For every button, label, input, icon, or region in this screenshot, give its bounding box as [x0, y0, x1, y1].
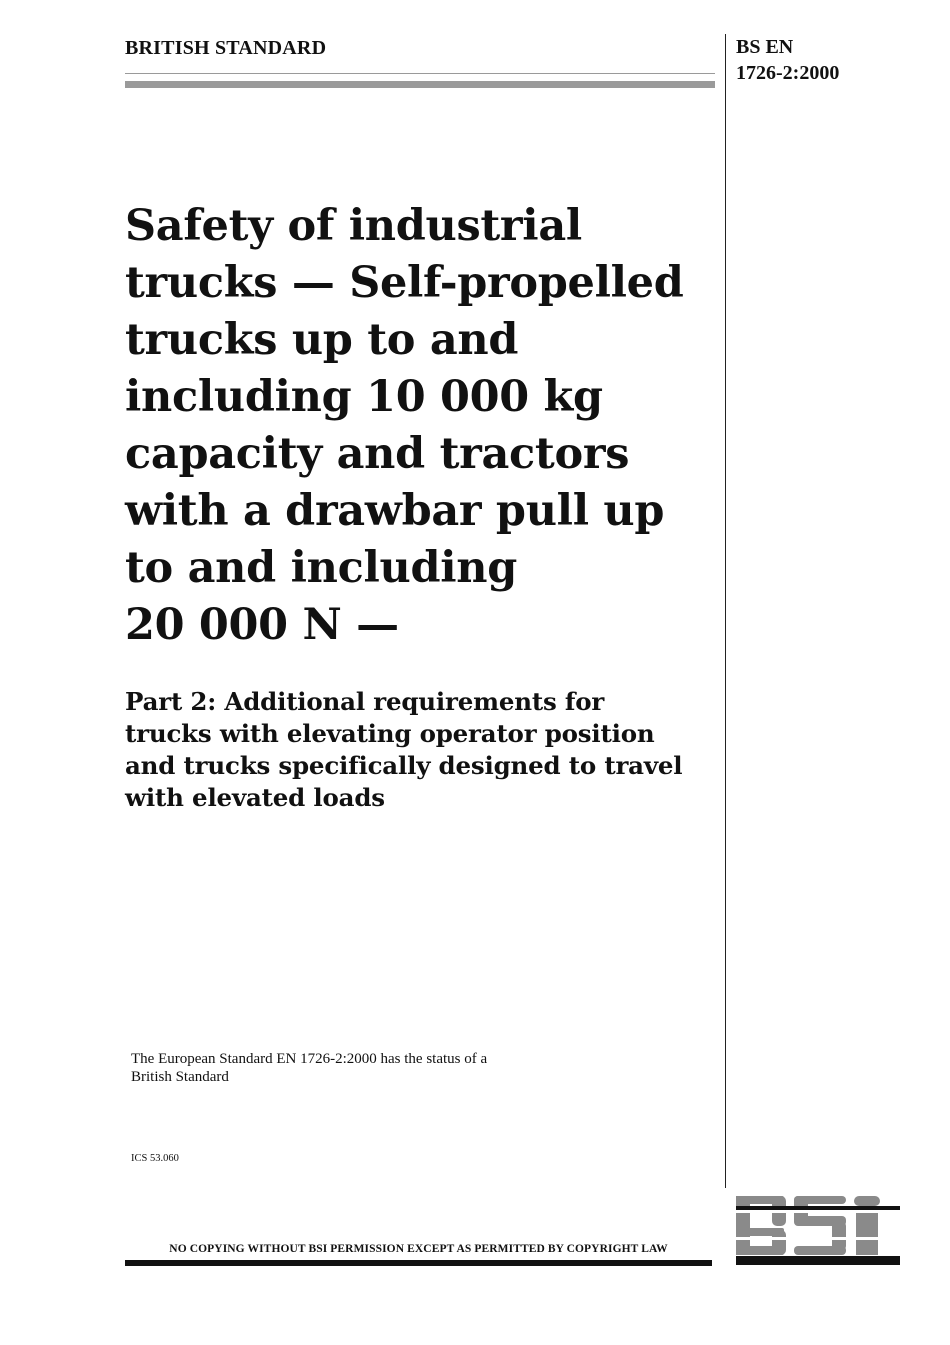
subtitle-line: with elevated loads [125, 783, 385, 812]
title-line: trucks up to and [125, 315, 519, 365]
subtitle-line: Part 2: Additional requirements for [125, 687, 605, 716]
bsi-logo-text: BSI [736, 1177, 766, 1196]
title-line: capacity and tractors [125, 429, 630, 479]
bsi-logo-letters [736, 1196, 880, 1255]
standard-number [736, 34, 839, 86]
title-line: Safety of industrial [125, 201, 582, 251]
title-line: trucks — Self-propelled [125, 258, 684, 308]
footer-rule [125, 1260, 712, 1266]
title-line: with a drawbar pull up [125, 486, 665, 536]
bsi-logo [736, 1177, 900, 1268]
subtitle-line: and trucks specifically designed to travel [125, 751, 683, 780]
title-line: to and including [125, 543, 517, 593]
status-statement [131, 1050, 631, 1086]
standard-number-line-1: BS EN [736, 36, 794, 58]
part-subtitle [125, 686, 720, 814]
subtitle-line: trucks with elevating operator position [125, 719, 655, 748]
standard-number-line-2: 1726-2:2000 [736, 62, 840, 84]
vertical-divider [725, 34, 726, 1188]
header-rule-thick [125, 81, 715, 88]
ics-code: ICS 53.060 [131, 1153, 179, 1164]
title-line: including 10 000 kg [125, 372, 603, 422]
status-line: British Standard [131, 1069, 229, 1085]
title-line: 20 000 N — [125, 600, 399, 650]
document-class-label: BRITISH STANDARD [125, 37, 327, 59]
main-title [125, 198, 715, 654]
copyright-notice: NO COPYING WITHOUT BSI PERMISSION EXCEPT AS PERMITTED BY COPYRIGHT LAW [169, 1243, 668, 1255]
header-rule-thin [125, 73, 715, 74]
status-line: The European Standard EN 1726-2:2000 has the status of a [131, 1051, 488, 1067]
